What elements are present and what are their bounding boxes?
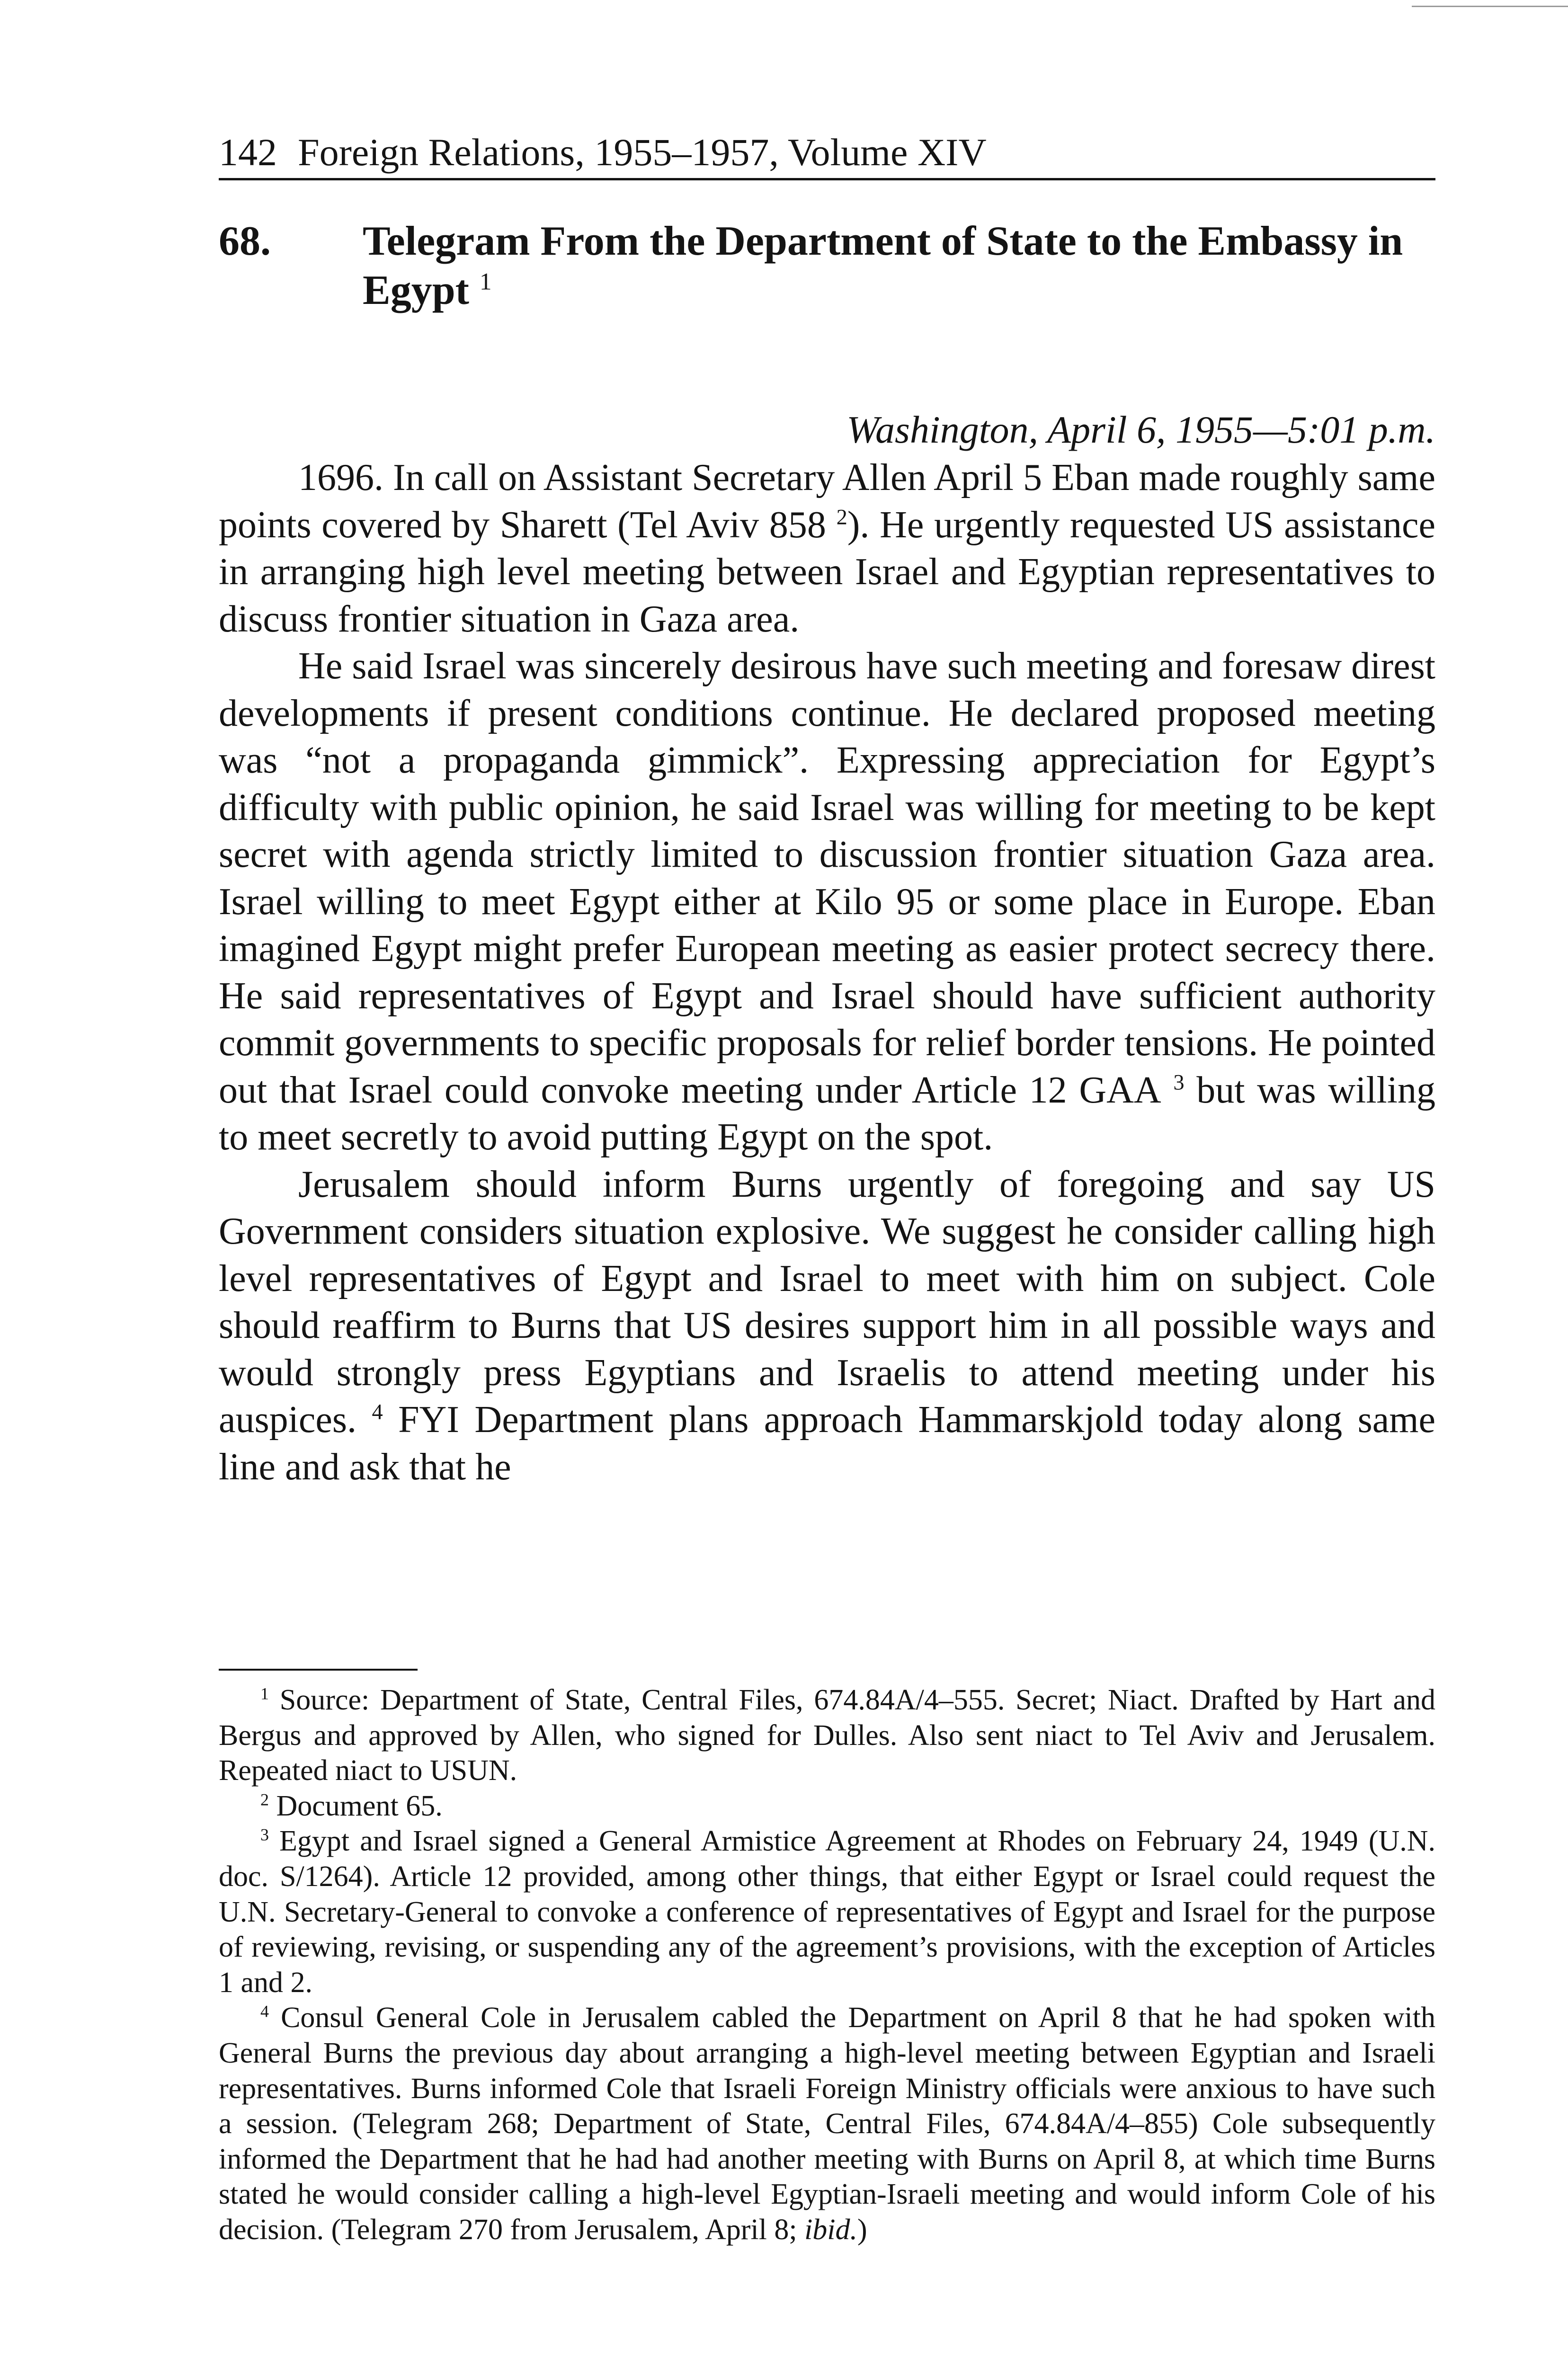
body-text-run: ). He urgently requested US assistance in arranging high level meeting between Israel and Egyptian representatives to discuss frontier situation in Gaza area. xyxy=(219,504,1436,640)
document-title-text: Telegram From the Department of State to the Embassy in Egypt xyxy=(363,218,1403,313)
body-text-run: He said Israel was sincerely desirous have such meeting and foresaw direst developments if present conditions continue. He declared proposed meeting was “not a propaganda gimmick”. Expressing appreciation for Egypt’s difficulty with public opinion, he said Israel was willing for meeting to be kept secret with agenda strictly limited to discussion frontier situation Gaza area. Israel willing to meet Egypt either at Kilo 95 or some place in Europe. Eban imagined Egypt might prefer European meeting as easier protect secrecy there. He said representatives of Egypt and Israel should have sufficient authority commit governments to specific proposals for relief border tensions. He pointed out that Israel could convoke meeting under Article 12 GAA xyxy=(219,645,1435,1111)
telegram-body xyxy=(219,454,1435,1491)
footnote-number: 3 xyxy=(260,1825,269,1844)
footnote xyxy=(219,1824,1435,2000)
footnote-text: Source: Department of State, Central Files, 674.84A/4–555. Secret; Niact. Drafted by Hart and Bergus and approved by Allen, who signed for Dulles. Also sent niact to Tel Aviv and Jerusalem. Repeated niact to USUN. xyxy=(219,1684,1436,1787)
ibid-reference: ibid. xyxy=(804,2213,858,2246)
body-paragraph xyxy=(219,1161,1435,1491)
footnote-number: 1 xyxy=(260,1684,269,1703)
body-text-run: FYI Department plans approach Hammarskjold today along same line and ask that he xyxy=(219,1399,1435,1488)
body-paragraph xyxy=(219,454,1435,643)
footnote-marker: 3 xyxy=(1173,1070,1185,1095)
footnote-text: Document 65. xyxy=(276,1789,443,1822)
footnote-marker: 1 xyxy=(479,268,492,295)
footnote-marker: 2 xyxy=(836,505,847,529)
body-text-run: 1696. In call on Assistant Secretary Allen April 5 Eban made roughly same points covered by Sharett (Tel Aviv 858 xyxy=(219,457,1435,546)
footnote xyxy=(219,1682,1435,1789)
running-title: Foreign Relations, 1955–1957, Volume XIV xyxy=(298,131,987,174)
footnote xyxy=(219,2000,1435,2247)
footnote-text: Egypt and Israel signed a General Armistice Agreement at Rhodes on February 24, 1949 (U.N. doc. S/1264). Article 12 provided, among other things, that either Egypt or Israel could request the U.N. Secretary-General to convoke a conference of representatives of Egypt and Israel for the purpose of reviewing, revising, or suspending any of the agreement’s provisions, with the exception of Articles 1 and 2. xyxy=(219,1825,1436,1999)
running-header xyxy=(219,129,1435,180)
body-text-run: Jerusalem should inform Burns urgently of foregoing and say US Government considers situation explosive. We suggest he consider calling high level representatives of Egypt and Israel to meet with him on subject. Cole should reaffirm to Burns that US desires support him in all possible ways and would strongly press Egyptians and Israelis to attend meeting under his auspices. xyxy=(219,1163,1435,1441)
footnote-closing-paren: ) xyxy=(857,2213,867,2246)
scan-edge-line xyxy=(1412,6,1568,7)
footnote-marker: 4 xyxy=(372,1400,383,1424)
footnote-text: Consul General Cole in Jerusalem cabled the Department on April 8 that he had spoken with General Burns the previous day about arranging a high-level meeting between Egyptian and Israeli representatives. Burns informed Cole that Israeli Foreign Ministry officials were anxious to have such a session. (Telegram 268; Department of State, Central Files, 674.84A/4–855) Cole subsequently informed the Department that he had had another meeting with Burns on April 8, at which time Burns stated he would consider calling a high-level Egyptian-Israeli meeting and would inform Cole of his decision. (Telegram 270 from Jerusalem, April 8; xyxy=(219,2002,1436,2246)
document-title xyxy=(363,217,1435,315)
footnote xyxy=(219,1789,1435,1824)
page-number: 142 xyxy=(219,131,277,174)
document-number: 68. xyxy=(219,218,271,264)
body-paragraph xyxy=(219,643,1435,1161)
footnote-number: 4 xyxy=(260,2002,269,2021)
body-text-run: but was willing to meet secretly to avoid putting Egypt on the spot. xyxy=(219,1069,1436,1158)
footnote-divider xyxy=(219,1669,418,1671)
dateline: Washington, April 6, 1955—5:01 p.m. xyxy=(846,408,1435,451)
footnotes xyxy=(219,1682,1435,2248)
footnote-number: 2 xyxy=(260,1790,269,1809)
